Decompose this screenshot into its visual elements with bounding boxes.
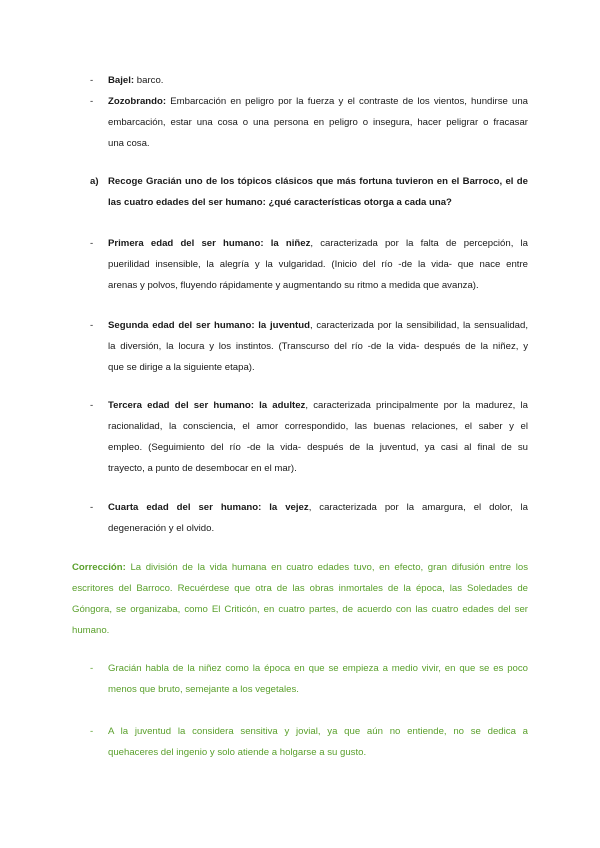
age-label: Cuarta edad del ser humano: la vejez xyxy=(108,502,309,513)
correction-text: escritores del Barroco. Recuérdese que otra de las obras inmortales de la época, las Soledades de xyxy=(72,583,528,594)
correction-text: Góngora, se organizaba, como El Criticón, en cuatro partes, de acuerdo con las cuatro edades del ser xyxy=(72,604,528,615)
age-label: Tercera edad del ser humano: la adultez xyxy=(108,400,306,411)
definition-text: embarcación, estar una cosa o una persona en peligro o insegura, hacer peligrar o fracasar xyxy=(108,117,528,128)
dash-bullet: - xyxy=(90,502,94,513)
definition-zozobrando xyxy=(108,91,528,154)
dash-bullet: - xyxy=(90,96,94,107)
correction-bullet-text: A la juventud la considera sensitiva y jovial, ya que aún no entiende, no se dedica a xyxy=(108,726,528,737)
age-text: degeneración y el olvido. xyxy=(108,523,215,534)
dash-bullet: - xyxy=(90,726,94,737)
age-item-vejez xyxy=(108,497,528,539)
age-text: , caracterizada por la sensibilidad, la sensualidad, xyxy=(309,320,529,331)
dash-bullet: - xyxy=(90,75,94,86)
age-item-adultez xyxy=(108,395,528,479)
age-label: Primera edad del ser humano: la niñez xyxy=(108,238,311,249)
age-label: Segunda edad del ser humano: la juventud xyxy=(108,320,310,331)
question-line: Recoge Gracián uno de los tópicos clásicos que más fortuna tuvieron en el Barroco, el de xyxy=(108,176,528,187)
correction-text: La división de la vida humana en cuatro edades tuvo, en efecto, gran difusión entre los xyxy=(125,562,528,573)
age-text: que se dirige a la siguiente etapa). xyxy=(108,362,255,373)
correction-bullet-juventud xyxy=(108,721,528,763)
age-text: racionalidad, la consciencia, el amor correspondido, las buenas relaciones, el saber y el xyxy=(108,421,528,432)
definition-text: barco. xyxy=(134,75,164,86)
dash-bullet: - xyxy=(90,238,94,249)
correction-bullet-text: menos que bruto, semejante a los vegetales. xyxy=(108,684,299,695)
age-item-juventud xyxy=(108,315,528,378)
definition-term: Bajel: xyxy=(108,75,135,86)
age-text: empleo. (Seguimiento del río -de la vida- después de la juventud, ya casi al final de su xyxy=(108,442,528,453)
age-text: , caracterizada por la falta de percepción, la xyxy=(310,238,528,249)
definition-text: una cosa. xyxy=(108,138,150,149)
correction-bullet-ninez xyxy=(108,658,528,700)
dash-bullet: - xyxy=(90,400,94,411)
age-text: arenas y polvos, fluyendo rápidamente y augmentando su ritmo a medida que avanza). xyxy=(108,280,479,291)
question-text xyxy=(108,171,528,213)
dash-bullet: - xyxy=(90,320,94,331)
age-text: la diversión, la locura y los instintos. (Transcurso del río -de la vida- después de la niñez, y xyxy=(108,341,528,352)
age-text: puerilidad insensible, la alegría y la vulgaridad. (Inicio del río -de la vida- que nace entre xyxy=(108,259,528,270)
age-item-ninez xyxy=(108,233,528,296)
question-line: las cuatro edades del ser humano: ¿qué características otorga a cada una? xyxy=(108,197,452,208)
age-text: trayecto, a punto de desembocar en el mar). xyxy=(108,463,297,474)
correction-bullet-text: Gracián habla de la niñez como la época en que se empieza a medio vivir, en que se es poco xyxy=(108,663,528,674)
correction-label: Corrección: xyxy=(72,562,126,573)
age-text: , caracterizada principalmente por la madurez, la xyxy=(305,400,528,411)
definition-bajel xyxy=(108,70,528,91)
question-marker: a) xyxy=(90,176,99,187)
definition-term: Zozobrando: xyxy=(108,96,167,107)
correction-paragraph xyxy=(72,557,528,641)
dash-bullet: - xyxy=(90,663,94,674)
age-text: , caracterizada por la amargura, el dolor, la xyxy=(308,502,529,513)
definition-text: Embarcación en peligro por la fuerza y el contraste de los vientos, hundirse una xyxy=(166,96,528,107)
correction-bullet-text: quehaceres del ingenio y solo atiende a holgarse a su gusto. xyxy=(108,747,367,758)
correction-text: humano. xyxy=(72,625,110,636)
